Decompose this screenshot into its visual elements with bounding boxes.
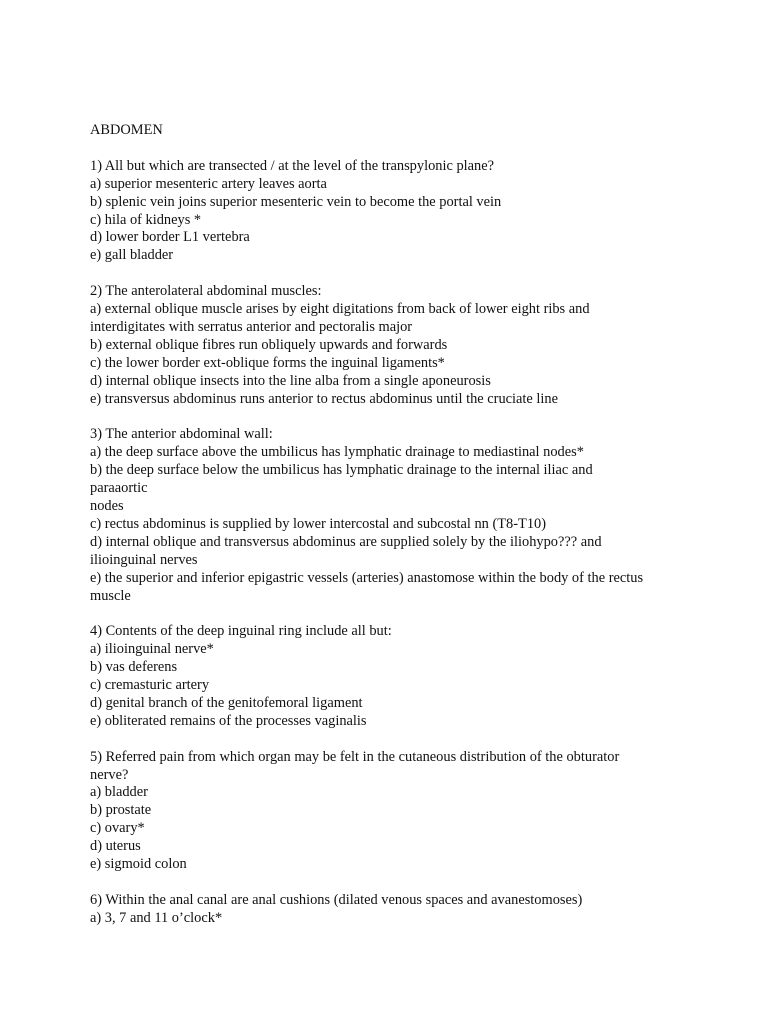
question-1 <box>90 158 680 265</box>
answer-option: d) internal oblique and transversus abdominus are supplied solely by the iliohypo??? and <box>90 533 602 550</box>
answer-option: b) the deep surface below the umbilicus has lymphatic drainage to the internal iliac and <box>90 462 593 479</box>
question-stem-continuation: nerve? <box>90 766 129 783</box>
answer-option-continuation: interdigitates with serratus anterior and pectoralis major <box>90 318 413 335</box>
answer-option: e) obliterated remains of the processes vaginalis <box>90 712 367 729</box>
document-title: ABDOMEN <box>90 122 163 138</box>
answer-option: d) uterus <box>90 838 141 855</box>
answer-option-continuation: ilioinguinal nerves <box>90 551 198 568</box>
question-stem: 4) Contents of the deep inguinal ring include all but: <box>90 623 392 640</box>
answer-option: a) external oblique muscle arises by eight digitations from back of lower eight ribs and <box>90 301 590 318</box>
answer-option: a) the deep surface above the umbilicus has lymphatic drainage to mediastinal nodes* <box>90 444 584 461</box>
question-stem: 3) The anterior abdominal wall: <box>90 426 273 443</box>
answer-option: a) superior mesenteric artery leaves aorta <box>90 175 327 192</box>
answer-option: d) lower border L1 vertebra <box>90 229 250 246</box>
answer-option: c) hila of kidneys * <box>90 211 202 228</box>
answer-option: e) gall bladder <box>90 247 174 264</box>
question-4 <box>90 623 680 730</box>
question-2 <box>90 283 680 408</box>
question-stem: 6) Within the anal canal are anal cushions (dilated venous spaces and avanestomoses) <box>90 891 583 908</box>
answer-option-continuation: muscle <box>90 587 131 604</box>
answer-option: d) genital branch of the genitofemoral ligament <box>90 694 363 711</box>
answer-option: c) rectus abdominus is supplied by lower intercostal and subcostal nn (T8-T10) <box>90 515 546 532</box>
question-stem: 1) All but which are transected / at the level of the transpylonic plane? <box>90 157 494 174</box>
answer-option: a) 3, 7 and 11 o’clock* <box>90 909 223 926</box>
answer-option: c) cremasturic artery <box>90 677 210 694</box>
answer-option: b) prostate <box>90 802 152 819</box>
answer-option-continuation: nodes <box>90 497 124 514</box>
answer-option: c) ovary* <box>90 820 145 837</box>
answer-option: b) vas deferens <box>90 659 178 676</box>
question-5 <box>90 749 680 874</box>
answer-option: b) external oblique fibres run obliquely upwards and forwards <box>90 336 448 353</box>
question-3 <box>90 426 680 605</box>
answer-option: e) transversus abdominus runs anterior to rectus abdominus until the cruciate line <box>90 390 558 407</box>
document-body <box>90 122 680 946</box>
answer-option: e) the superior and inferior epigastric vessels (arteries) anastomose within the body of the rectus <box>90 569 644 586</box>
answer-option: d) internal oblique insects into the line alba from a single aponeurosis <box>90 372 491 389</box>
answer-option: c) the lower border ext-oblique forms the inguinal ligaments* <box>90 354 445 371</box>
question-6 <box>90 892 680 928</box>
question-stem: 5) Referred pain from which organ may be felt in the cutaneous distribution of the obturator <box>90 748 620 765</box>
answer-option: b) splenic vein joins superior mesenteric vein to become the portal vein <box>90 193 502 210</box>
answer-option-continuation: paraaortic <box>90 480 148 497</box>
question-stem: 2) The anterolateral abdominal muscles: <box>90 283 322 300</box>
answer-option: a) bladder <box>90 784 148 801</box>
answer-option: e) sigmoid colon <box>90 856 187 873</box>
answer-option: a) ilioinguinal nerve* <box>90 641 214 658</box>
